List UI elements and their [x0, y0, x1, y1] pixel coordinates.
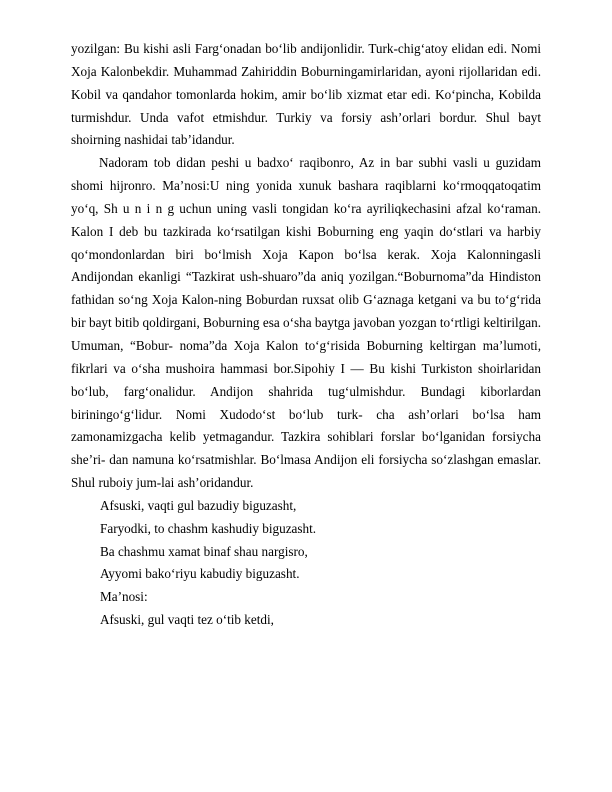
verse-line: Ayyomi bakoʻriyu kabudiy biguzasht.: [100, 566, 300, 582]
verse-line: Ba chashmu xamat binaf shau nargisro,: [100, 543, 308, 559]
verse-translation-line: Afsuski, gul vaqti tez oʻtib ketdi,: [100, 612, 274, 628]
document-page: [71, 38, 541, 632]
meaning-label: Maʼnosi:: [100, 589, 148, 605]
verse-line: Faryodki, to chashm kashudiy biguzasht.: [100, 520, 317, 536]
verse-line: Afsuski, vaqti gul bazudiy biguzasht,: [100, 497, 297, 513]
paragraph-verse-commentary: Nadoram tob didan peshi u badxoʻ raqibonro, Az in bar subhi vasli u guzidam shomi hijronro. Maʼnosi:U ning yonida xunuk bashara raqiblarni koʻrmoqqatoqatim yoʻq, Sh u n i n g uchun uning vasli tongidan koʻra ayriliqkechasini afzal koʻraman. Kalon I deb bu tazkirada koʻrsatilgan kishi Boburning eng yaqin doʻstlari va harbiy qoʻmondonlardan biri boʻlmish Xoja Kapon boʻlsa kerak. Xoja Kalonningasli Andijondan ekanligi “Tazkirat ush-shuaro”da aniq yozilgan.“Boburnoma”da Hindiston fathidan soʻng Xoja Kalon-ning Boburdan ruxsat olib Gʻaznaga ketgani va bu toʻgʻrida bir bayt bitib qoldirgani, Boburning esa oʻsha baytga javoban yozgan toʻrtligi keltirilgan. Umuman, “Bobur- noma”da Xoja Kalon toʻgʻrisida Boburning keltirgan maʼlumoti, fikrlari va oʻsha mushoira hammasi bor.Sipohiy I — Bu kishi Turkiston shoirlaridan boʻlub, fargʻonalidur. Andijon shahrida tugʻulmishdur. Bundagi kiborlardan biriningoʻgʻlidur. Nomi Xudodoʻst boʻlub turk- cha ashʼorlari boʻlsa ham zamonamizgacha kelib yetmagandur. Tazkira sohiblari forslar boʻlganidan forsiycha sheʼri- dan namuna koʻrsatmishlar. Boʻlmasa Andijon eli forsiycha soʻzlashgan emaslar. Shul ruboiy jum-lai ashʼoridandur.: [71, 155, 541, 491]
paragraph-poet-intro: yozilgan: Bu kishi asli Fargʻonadan boʻlib andijonlidir. Turk-chigʻatoy elidan edi. Nomi Xoja Kalonbekdir. Muhammad Zahiriddin Boburningamirlaridan, ayoni rijollaridan edi. Kobil va qandahor tomonlarda hokim, amir boʻlib xizmat etar edi. Koʻpincha, Kobilda turmishdur. Unda vafot etmishdur. Turkiy va forsiy ashʼorlari bordur. Shul bayt shoirning nashidai tabʼidandur.: [71, 41, 541, 148]
